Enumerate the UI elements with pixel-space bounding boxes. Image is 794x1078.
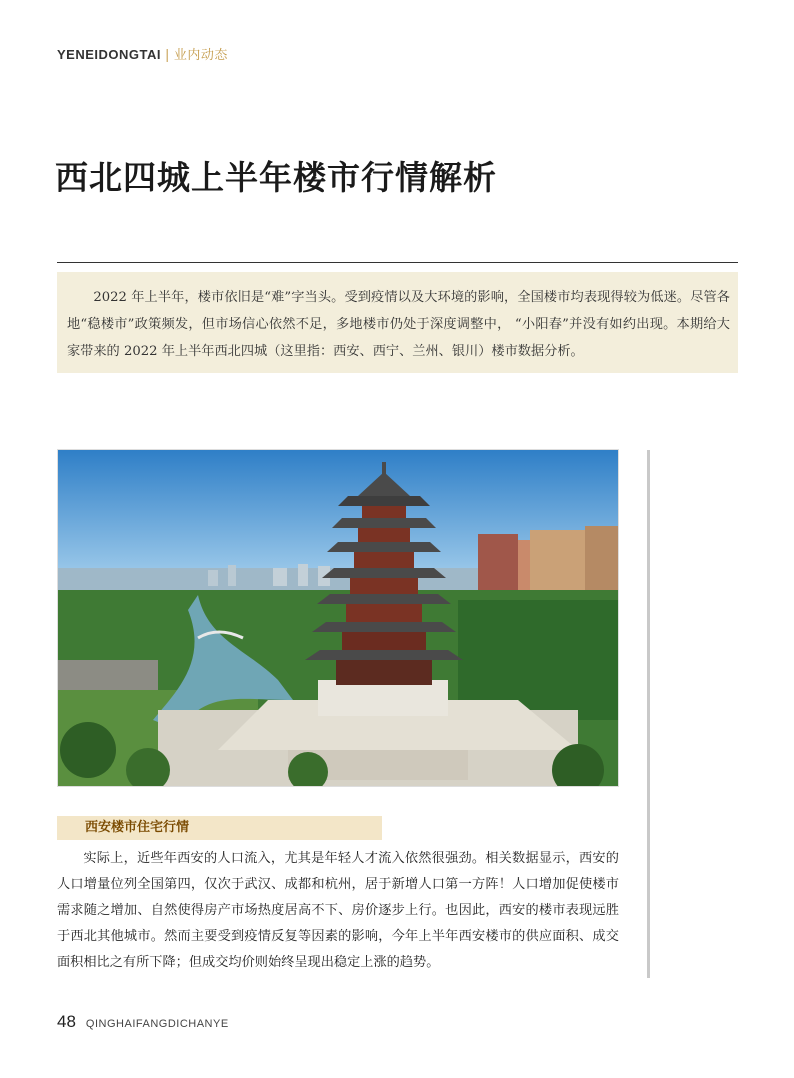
page-number: 48 — [57, 1012, 76, 1031]
section-name-cn: 业内动态 — [173, 48, 228, 63]
pagoda-illustration — [58, 450, 618, 786]
section-name-en: YENEIDONGTAI — [57, 47, 161, 62]
page-footer — [57, 1012, 229, 1032]
magazine-name: QINGHAIFANGDICHANYE — [85, 1018, 229, 1030]
column-divider — [647, 450, 650, 978]
section-heading: 西安楼市住宅行情 — [57, 816, 382, 840]
page-header — [57, 44, 228, 63]
header-separator: | — [165, 48, 170, 63]
article-title: 西北四城上半年楼市行情解析 — [55, 158, 497, 197]
article-abstract — [57, 272, 738, 373]
title-divider — [57, 262, 738, 263]
abstract-text: 2022 年上半年，楼市依旧是“难”字当头。受到疫情以及大环境的影响，全国楼市均表现得较为低迷。尽管各地“稳楼市”政策频发，但市场信心依然不足，多地楼市仍处于深度调整中， “小阳春”并没有如约出现。本期给大家带来的 2022 年上半年西北四城（这里指：西安、西宁、兰州、银川）楼市数据分析。 — [67, 290, 730, 359]
pagoda-photo — [57, 449, 619, 787]
body-paragraph: 实际上，近些年西安的人口流入，尤其是年轻人才流入依然很强劲。相关数据显示，西安的人口增量位列全国第四，仅次于武汉、成都和杭州，居于新增人口第一方阵！人口增加促使楼市需求随之增加、自然使得房产市场热度居高不下、房价逐步上行。也因此，西安的楼市表现远胜于西北其他城市。然而主要受到疫情反复等因素的影响，今年上半年西安楼市的供应面积、成交面积相比之有所下降；但成交均价则始终呈现出稳定上涨的趋势。 — [57, 851, 619, 970]
article-body — [57, 846, 619, 976]
